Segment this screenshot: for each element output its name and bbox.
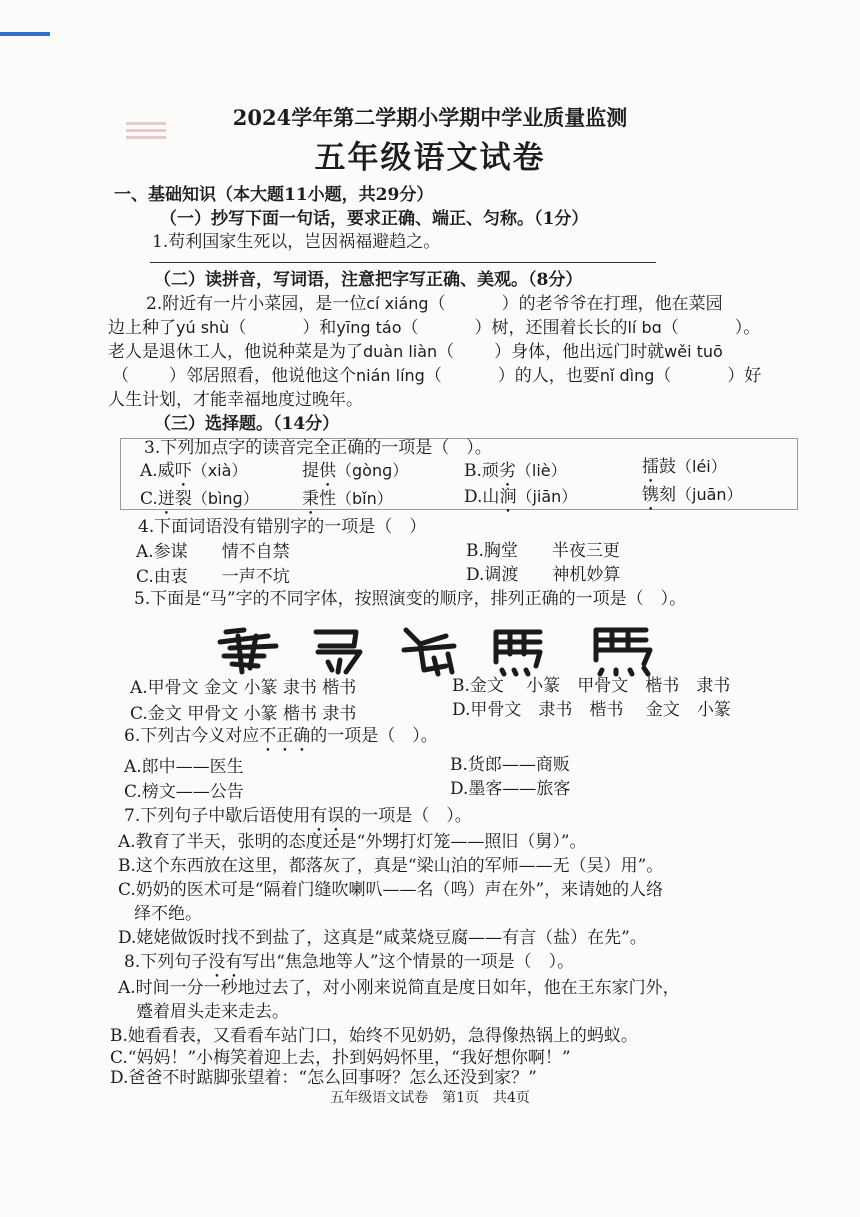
question-4-option-c: C.由衷 一声不坑	[136, 567, 290, 587]
question-5-option-d: D.甲骨文 隶书 楷书 金文 小篆	[452, 700, 731, 720]
pinyin-yushu: yú shù	[176, 318, 230, 337]
question-7-stem: 7.下列句子中歇后语使用有误的一项是（ ）。	[124, 806, 472, 826]
copy-writing-line	[150, 262, 656, 263]
question-4-option-b: B.胸堂 半夜三更	[466, 541, 620, 561]
question-7-option-d: D.姥姥做饭时找不到盐了，这真是“咸菜烧豆腐——有言（盐）在先”。	[118, 928, 647, 948]
question-8-option-d: D.爸爸不时踮脚张望着：“怎么回事呀？怎么还没到家？”	[110, 1068, 537, 1088]
question-8-option-a-line-1: A.时间一分一秒地过去了，对小刚来说简直是度日如年，他在王东家门外，	[118, 978, 680, 998]
page-footer: 五年级语文试卷 第1页 共4页	[330, 1090, 530, 1106]
question-6-stem: 6.下列古今义对应不正确的一项是（ ）。	[124, 726, 438, 746]
question-8-stem: 8.下列句子没有写出“焦急地等人”这个情景的一项是（ ）。	[124, 952, 575, 972]
question-8-option-c: C.“妈妈！”小梅笑着迎上去，扑到妈妈怀里，“我好想你啊！”	[110, 1048, 571, 1068]
part3-heading: （三）选择题。（14分）	[154, 414, 340, 434]
question-5-option-a: A.甲骨文 金文 小篆 隶书 楷书	[130, 678, 357, 698]
question-1: 1.苟利国家生死以，岂因祸福避趋之。	[152, 232, 441, 252]
question-3-option-a2: 提供（gònɡ）	[302, 461, 409, 481]
question-7-option-c-line-2: 绎不绝。	[134, 904, 202, 924]
part1-heading: （一）抄写下面一句话，要求正确、端正、匀称。（1分）	[160, 209, 589, 229]
question-7-option-c-line-1: C.奶奶的医术可是“隔着门缝吹喇叭——名（鸣）声在外”，来请她的人络	[118, 880, 664, 900]
pinyin-liba: lí bɑ	[627, 318, 662, 337]
question-3-option-c2: 秉性（bǐn）	[302, 489, 393, 509]
question-4-option-d: D.调渡 神机妙算	[466, 565, 621, 585]
question-2-line-2: 边上种了yú shù（ ）和yīng táo（ ）树，还围着长长的lí bɑ（ ）。	[108, 318, 761, 338]
pinyin-cixiang: cí xiáng	[366, 294, 429, 313]
question-3-option-b2: 擂鼓（léi）	[642, 457, 727, 477]
pinyin-duanlian: duàn liàn	[363, 342, 438, 361]
question-2-line-5: 人生计划，才能幸福地度过晚年。	[108, 390, 363, 410]
question-3-option-d1: D.山涧（jiān）	[464, 487, 578, 507]
exam-header-title: 2024学年第二学期小学期中学业质量监测	[232, 105, 628, 130]
question-3-option-a1: A.威吓（xià）	[140, 461, 248, 481]
question-6-option-a: A.郎中——医生	[124, 757, 244, 777]
pinyin-nianling: nián líng	[356, 366, 425, 385]
question-7-option-a: A.教育了半天，张明的态度还是“外甥打灯笼——照旧（舅）”。	[118, 832, 587, 852]
question-6-option-d: D.墨客——旅客	[450, 779, 571, 799]
question-5-option-b: B.金文 小篆 甲骨文 楷书 隶书	[452, 676, 731, 696]
section1-heading: 一、基础知识（本大题11小题，共29分）	[114, 185, 434, 205]
question-3-option-b1: B.顽劣（liè）	[464, 461, 567, 481]
question-4-option-a: A.参谋 情不自禁	[136, 542, 290, 562]
question-6-option-c: C.榜文——公告	[124, 782, 244, 802]
question-4-stem: 4.下面词语没有错别字的一项是（ ）	[138, 517, 427, 537]
exam-title: 五年级语文试卷	[314, 140, 546, 176]
scan-edge-mark	[0, 32, 50, 36]
question-6-option-b: B.货郎——商贩	[450, 755, 570, 775]
horse-script-evolution-image	[210, 622, 670, 678]
question-7-option-b: B.这个东西放在这里，都落灰了，真是“梁山泊的军师——无（吴）用”。	[118, 856, 664, 876]
question-8-option-a-line-2: 蹙着眉头走来走去。	[136, 1002, 289, 1022]
part2-heading: （二）读拼音，写词语，注意把字写正确、美观。（8分）	[154, 270, 583, 290]
question-2-line-4: （ ）邻居照看，他说他这个nián líng（ ）的人，也要nǐ dìng（ ）好	[112, 366, 762, 386]
question-5-option-c: C.金文 甲骨文 小篆 楷书 隶书	[130, 704, 357, 724]
question-2-line-1: 2.附近有一片小菜园，是一位cí xiáng（ ）的老爷爷在打理，他在菜园	[146, 294, 723, 314]
question-3-stem: 3.下列加点字的读音完全正确的一项是（ ）。	[144, 438, 492, 458]
question-8-option-b: B.她看看表，又看看车站门口，始终不见奶奶，急得像热锅上的蚂蚁。	[110, 1026, 638, 1046]
pinyin-niding: nǐ dìng	[599, 366, 655, 385]
question-3-option-c1: C.迸裂（bìnɡ）	[140, 489, 259, 509]
question-2-line-3: 老人是退休工人，他说种菜是为了duàn liàn（ ）身体，他出远门时就wěi tuō	[108, 342, 723, 362]
pinyin-weituo: wěi tuō	[664, 342, 723, 361]
question-5-stem: 5.下面是“马”字的不同字体，按照演变的顺序，排列正确的一项是（ ）。	[134, 589, 687, 609]
question-3-option-d2: 镌刻（juān）	[642, 485, 743, 505]
pinyin-yingtao: yīng táo	[336, 318, 402, 337]
horse-glyphs-illustration	[210, 622, 670, 678]
